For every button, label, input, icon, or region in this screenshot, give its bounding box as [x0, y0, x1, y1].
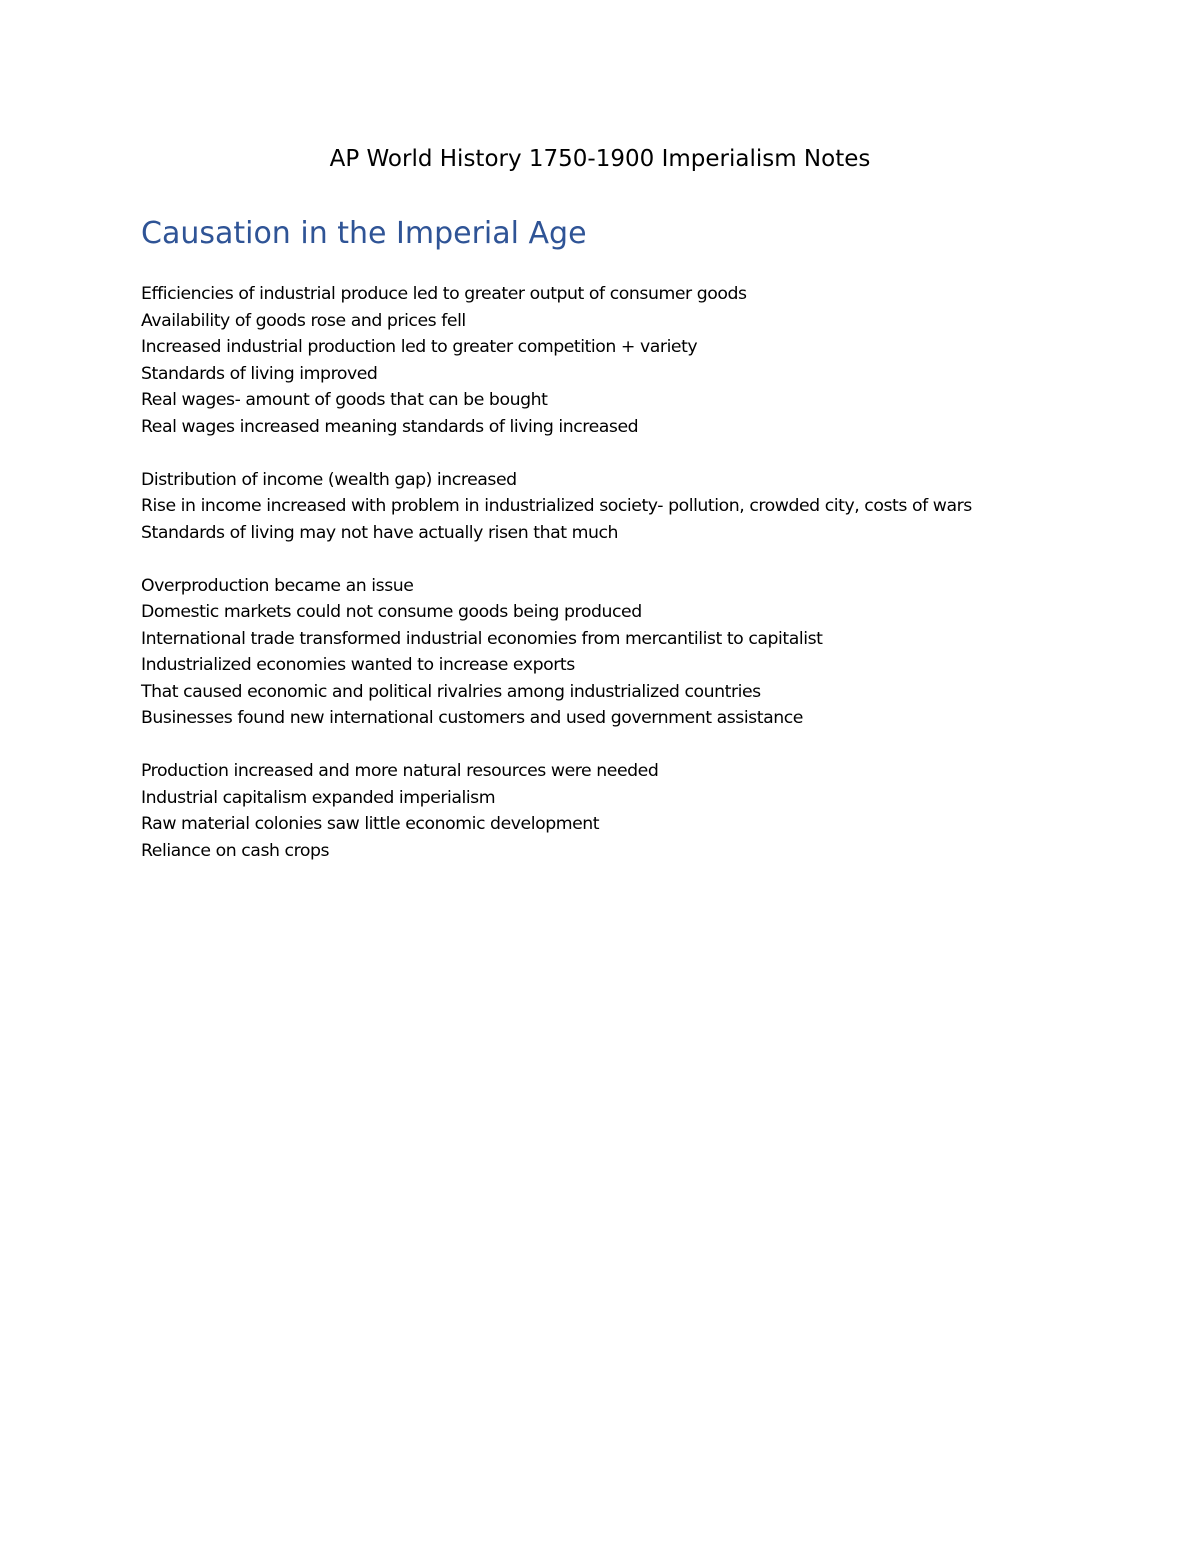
text-line: That caused economic and political rivalries among industrialized countries: [141, 681, 761, 702]
paragraph: [141, 467, 1181, 547]
text-line: Standards of living improved: [141, 363, 378, 384]
text-line: Distribution of income (wealth gap) increased: [141, 469, 517, 490]
text-line: Real wages- amount of goods that can be bought: [141, 390, 548, 410]
text-line: Overproduction became an issue: [141, 575, 414, 596]
text-line: Efficiencies of industrial produce led to greater output of consumer goods: [141, 284, 747, 304]
text-line: Reliance on cash crops: [141, 840, 330, 861]
text-line: Increased industrial production led to greater competition + variety: [141, 337, 698, 357]
paragraph: [141, 281, 1181, 440]
document-body: [141, 281, 1181, 891]
text-line: Industrialized economies wanted to increase exports: [141, 655, 575, 675]
text-line: Real wages increased meaning standards of living increased: [141, 416, 639, 437]
text-line: Rise in income increased with problem in industrialized society- pollution, crowded city, costs of wars: [141, 496, 972, 516]
text-line: Availability of goods rose and prices fell: [141, 310, 466, 331]
text-line: Standards of living may not have actually risen that much: [141, 522, 619, 543]
document-title: AP World History 1750-1900 Imperialism Notes: [329, 146, 871, 172]
section-heading: Causation in the Imperial Age: [141, 216, 587, 251]
paragraph: [141, 573, 1181, 732]
text-line: Domestic markets could not consume goods being produced: [141, 602, 642, 622]
text-line: Raw material colonies saw little economic development: [141, 814, 600, 834]
text-line: International trade transformed industrial economies from mercantilist to capitalist: [141, 628, 823, 649]
text-line: Industrial capitalism expanded imperialism: [141, 787, 496, 808]
text-line: Production increased and more natural resources were needed: [141, 761, 659, 781]
paragraph: [141, 758, 1181, 864]
text-line: Businesses found new international customers and used government assistance: [141, 708, 803, 728]
